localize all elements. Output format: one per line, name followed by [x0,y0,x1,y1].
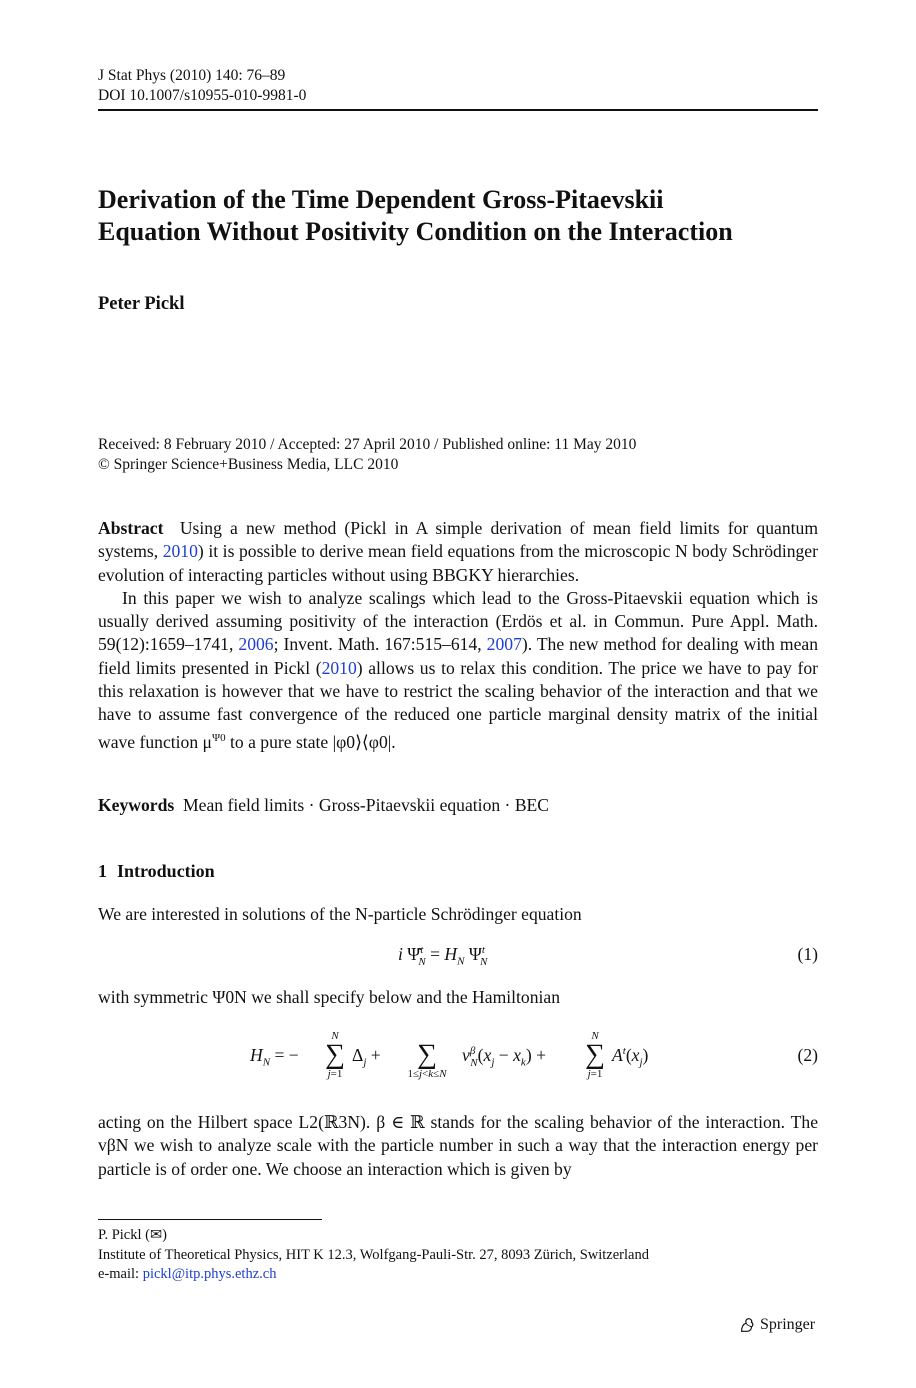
abstract-text: to a pure state |φ0⟩⟨φ0|. [225,731,396,752]
section-title: Introduction [117,861,215,881]
citation-link[interactable]: 2007 [486,634,522,655]
author-name: Peter Pickl [98,294,185,314]
section-number: 1 [98,861,107,881]
citation-link[interactable]: 2010 [162,541,198,562]
abstract-text: ; Invent. Math. 167:515–614, [273,634,487,655]
abstract [98,517,818,754]
paper-title [98,184,818,248]
footnote [98,1226,649,1285]
sum-sign: ∑ 1≤j<k≤N [407,1039,447,1080]
footnote-rule [98,1219,322,1220]
sum-sign: N ∑ j=1 [585,1030,605,1080]
abstract-paragraph-1 [98,517,818,587]
abstract-text: Using a new method (Pickl in A simple derivation of mean field limits for quantum systems, [98,518,819,562]
copyright-line: © Springer Science+Business Media, LLC 2010 [98,455,399,473]
equation-1 [98,944,818,968]
equation-2 [98,1030,818,1092]
abstract-text: ). The new method for dealing with mean field limits presented in Pickl ( [98,634,819,678]
equation-1-body: i Ψ̇$^t_N$ = $H_N$ $\Psi^t_N$ [398,944,488,968]
equation-2-lhs: $H_N$ = − [250,1045,299,1069]
title-line-1: Derivation of the Time Dependent Gross-Pitaevskii [98,185,664,214]
intro-paragraph: acting on the Hilbert space L2(ℝ3N). β ∈ ℝ stands for the scaling behavior of the interaction. The vβN we wish to analyze scale with the particle number in such a way that the interaction energy per particle is of order one. We choose an interaction which is given by [98,1112,818,1179]
email-link[interactable]: pickl@itp.phys.ethz.ch [142,1266,277,1282]
title-line-2: Equation Without Positivity Condition on the Interaction [98,217,733,246]
keywords [98,794,818,817]
equation-number: (2) [797,1045,818,1065]
intro-line-2: with symmetric Ψ0N we shall specify below and the Hamiltonian [98,987,561,1007]
footnote-institute: Institute of Theoretical Physics, HIT K 12.3, Wolfgang-Pauli-Str. 27, 8093 Zürich, Switzerland [98,1246,649,1263]
publisher-name: Springer [760,1316,816,1333]
sum-sign: N ∑ j=1 [325,1030,345,1080]
section-heading [98,861,215,882]
abstract-label: Abstract [98,518,164,538]
abstract-text: ) it is possible to derive mean field equations from the microscopic N body Schrödinger evolution of interacting particles without using BBGKY hierarchies. [98,541,818,585]
footnote-email-line [98,1265,649,1285]
citation-link[interactable]: 2010 [321,657,357,678]
abstract-text: In this paper we wish to analyze scalings which lead to the Gross-Pitaevskii equation which is usually derived assuming positivity of the interaction (Erdös et al. in Commun. Pure Appl. Math. 59(12):1659–1741, [98,587,818,655]
journal-header [98,66,306,106]
publication-dates [98,435,636,474]
email-label: e-mail: [98,1266,143,1282]
equation-2-term: $A^t(x_j)$ [612,1045,649,1069]
publisher-logo [738,1316,815,1334]
keywords-text: Mean field limits · Gross-Pitaevskii equation · BEC [183,795,550,815]
dates-line: Received: 8 February 2010 / Accepted: 27 April 2010 / Published online: 11 May 2010 [98,436,637,453]
abstract-text: ) allows us to relax this condition. The price we have to pay for this relaxation is however that we have to restrict the scaling behavior of the interaction and that we have to assume fast convergence of the reduced one particle marginal density matrix of the initial wave function μ [98,657,818,752]
keywords-label: Keywords [98,795,175,815]
springer-horse-icon [738,1316,756,1334]
journal-citation: J Stat Phys (2010) 140: 76–89 [98,67,286,84]
doi: DOI 10.1007/s10955-010-9981-0 [98,87,307,104]
footnote-author: P. Pickl (✉) [98,1227,167,1243]
abstract-paragraph-2 [98,587,818,754]
equation-2-term: $v^\beta_N(x_j - x_k)$ + [462,1045,546,1069]
superscript: Ψ0 [211,731,226,744]
intro-line-1: We are interested in solutions of the N-particle Schrödinger equation [98,904,582,924]
citation-link[interactable]: 2006 [238,634,274,655]
equation-number: (1) [797,944,818,964]
equation-2-term: $\Delta_j$ + [352,1045,381,1069]
header-rule [98,109,818,111]
